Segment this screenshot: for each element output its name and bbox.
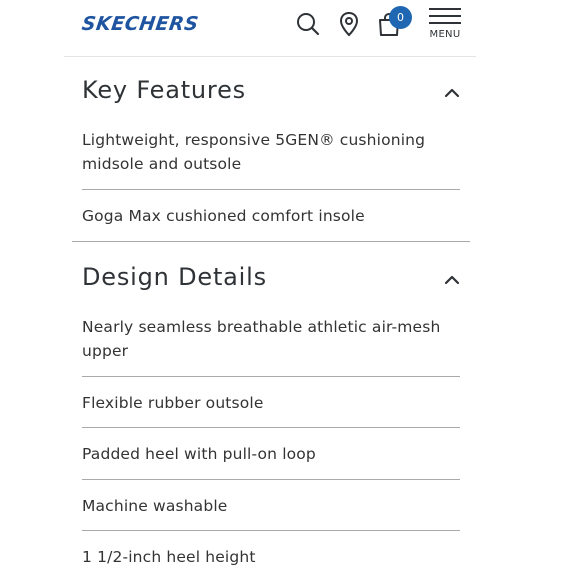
item-divider — [82, 479, 460, 480]
item-divider — [82, 530, 460, 531]
list-item: Flexible rubber outsole — [82, 394, 264, 412]
hamburger-menu-icon-bar — [429, 22, 461, 24]
section-title: Key Features — [82, 76, 246, 104]
list-item: Lightweight, responsive 5GEN® cushioning midsole and outsole — [82, 131, 426, 173]
list-item: Nearly seamless breathable athletic air-mesh upper — [82, 318, 441, 360]
section-header-design-details[interactable] — [82, 263, 462, 299]
menu-label: MENU — [429, 29, 461, 40]
cart-count-badge[interactable]: 0 — [389, 6, 412, 29]
list-item: Padded heel with pull-on loop — [82, 445, 316, 463]
hamburger-menu-icon-bar — [429, 15, 461, 17]
hamburger-menu-icon — [429, 8, 461, 10]
item-divider — [82, 427, 460, 428]
item-divider — [82, 189, 460, 190]
site-header — [64, 0, 476, 57]
location-pin-icon[interactable] — [339, 11, 359, 41]
section-header-key-features[interactable] — [82, 76, 462, 112]
skechers-logo[interactable]: SKECHERS — [80, 13, 201, 35]
chevron-up-icon[interactable] — [444, 271, 460, 290]
list-item: Machine washable — [82, 497, 228, 515]
list-item: 1 1/2-inch heel height — [82, 548, 256, 566]
search-icon[interactable] — [296, 12, 320, 40]
menu-button[interactable] — [426, 8, 464, 44]
chevron-up-icon[interactable] — [444, 84, 460, 103]
section-title: Design Details — [82, 263, 267, 291]
section-divider — [72, 241, 470, 242]
list-item: Goga Max cushioned comfort insole — [82, 207, 365, 225]
item-divider — [82, 376, 460, 377]
